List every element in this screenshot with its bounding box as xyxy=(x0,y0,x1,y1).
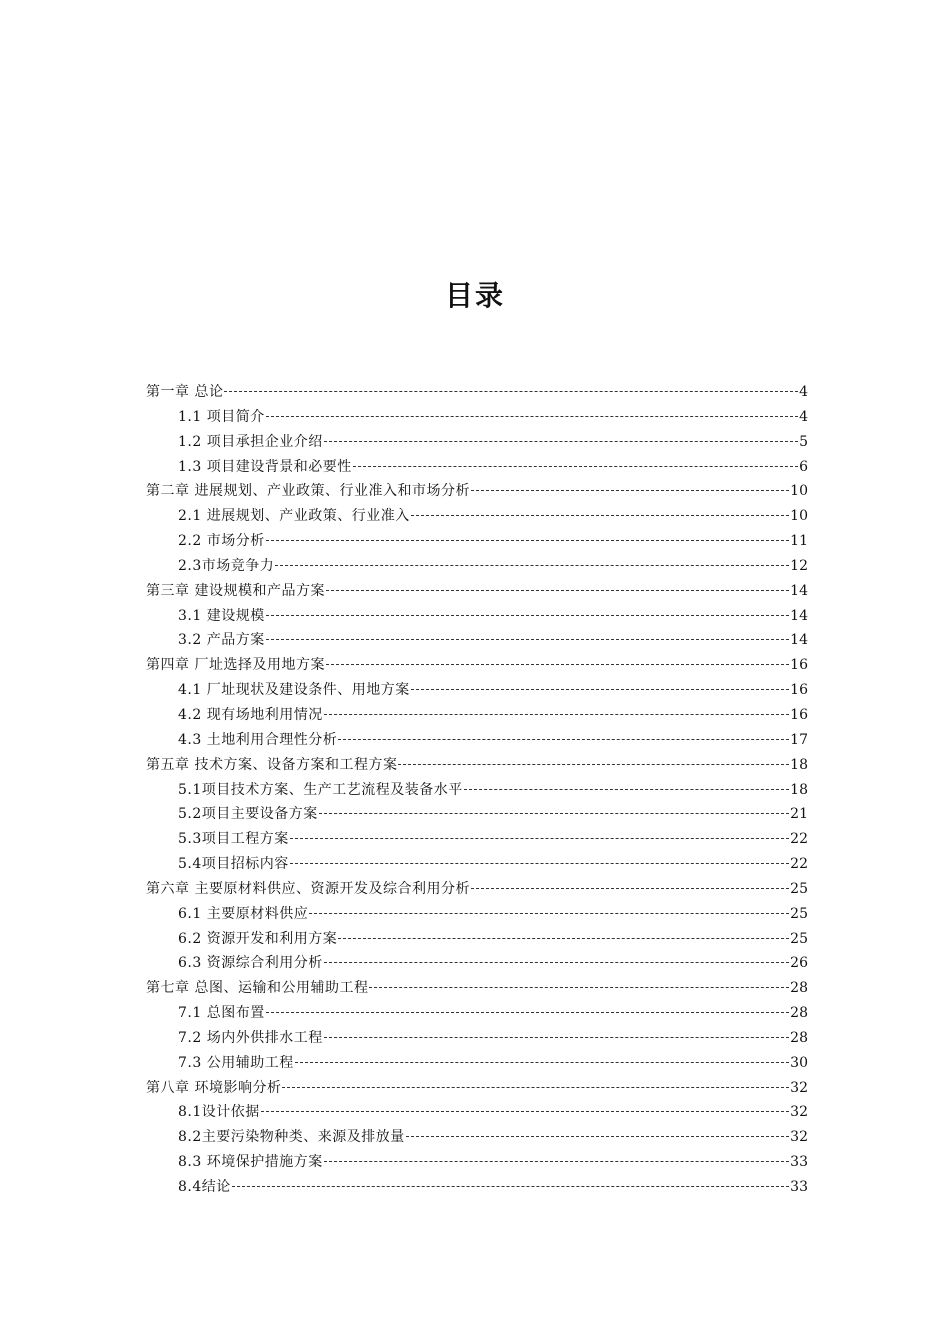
toc-page-number: 33 xyxy=(790,1154,808,1171)
toc-entry-label: 2.3市场竞争力 xyxy=(178,557,275,574)
toc-page-number: 14 xyxy=(790,607,808,624)
toc-page-number: 12 xyxy=(790,557,808,574)
toc-entry-label: 3.2 产品方案 xyxy=(178,632,265,649)
toc-dot-leader xyxy=(398,763,789,765)
toc-entry-label: 4.2 现有场地利用情况 xyxy=(178,706,323,723)
toc-entry-label: 1.2 项目承担企业介绍 xyxy=(178,433,323,450)
toc-dot-leader xyxy=(295,1061,789,1063)
toc-section-entry[interactable] xyxy=(146,405,808,430)
toc-section-entry[interactable] xyxy=(146,802,808,827)
toc-section-entry[interactable] xyxy=(146,678,808,703)
toc-section-entry[interactable] xyxy=(146,529,808,554)
toc-section-entry[interactable] xyxy=(146,430,808,455)
toc-chapter-entry[interactable] xyxy=(146,877,808,902)
toc-entry-label: 1.1 项目简介 xyxy=(178,408,265,425)
toc-dot-leader xyxy=(406,1135,789,1137)
toc-entry-label: 1.3 项目建设背景和必要性 xyxy=(178,458,352,475)
toc-dot-leader xyxy=(411,688,789,690)
toc-page-number: 28 xyxy=(790,1029,808,1046)
toc-page-number: 18 xyxy=(790,756,808,773)
toc-dot-leader xyxy=(369,986,789,988)
toc-dot-leader xyxy=(338,738,789,740)
toc-entry-label: 第三章 建设规模和产品方案 xyxy=(146,582,325,599)
toc-dot-leader xyxy=(261,1110,789,1112)
toc-section-entry[interactable] xyxy=(146,1150,808,1175)
toc-dot-leader xyxy=(326,589,789,591)
toc-dot-leader xyxy=(319,812,789,814)
toc-dot-leader xyxy=(338,937,789,939)
toc-section-entry[interactable] xyxy=(146,554,808,579)
toc-dot-leader xyxy=(290,837,789,839)
toc-entry-label: 6.3 资源综合利用分析 xyxy=(178,955,323,972)
toc-entry-label: 第八章 环境影响分析 xyxy=(146,1079,282,1096)
toc-dot-leader xyxy=(290,862,789,864)
toc-dot-leader xyxy=(266,415,798,417)
toc-section-entry[interactable] xyxy=(146,455,808,480)
toc-chapter-entry[interactable] xyxy=(146,976,808,1001)
toc-dot-leader xyxy=(232,1185,789,1187)
toc-entry-label: 6.1 主要原材料供应 xyxy=(178,905,309,922)
toc-entry-label: 7.3 公用辅助工程 xyxy=(178,1054,294,1071)
toc-entry-label: 3.1 建设规模 xyxy=(178,607,265,624)
toc-section-entry[interactable] xyxy=(146,902,808,927)
toc-section-entry[interactable] xyxy=(146,852,808,877)
toc-page-number: 14 xyxy=(790,582,808,599)
toc-dot-leader xyxy=(464,788,789,790)
toc-section-entry[interactable] xyxy=(146,504,808,529)
toc-section-entry[interactable] xyxy=(146,703,808,728)
toc-page-number: 30 xyxy=(790,1054,808,1071)
toc-entry-label: 8.2主要污染物种类、来源及排放量 xyxy=(178,1129,405,1146)
toc-entry-label: 6.2 资源开发和利用方案 xyxy=(178,930,338,947)
toc-entry-label: 2.2 市场分析 xyxy=(178,533,265,550)
toc-section-entry[interactable] xyxy=(146,778,808,803)
toc-page-number: 25 xyxy=(790,880,808,897)
toc-page-number: 25 xyxy=(790,930,808,947)
toc-entry-label: 4.3 土地利用合理性分析 xyxy=(178,731,338,748)
toc-page-number: 22 xyxy=(790,856,808,873)
toc-page-number: 10 xyxy=(790,508,808,525)
toc-chapter-entry[interactable] xyxy=(146,579,808,604)
toc-dot-leader xyxy=(471,887,789,889)
toc-page-number: 16 xyxy=(790,657,808,674)
toc-entry-label: 5.3项目工程方案 xyxy=(178,831,289,848)
toc-page-number: 26 xyxy=(790,955,808,972)
toc-section-entry[interactable] xyxy=(146,827,808,852)
toc-entry-label: 4.1 厂址现状及建设条件、用地方案 xyxy=(178,682,410,699)
toc-section-entry[interactable] xyxy=(146,628,808,653)
toc-dot-leader xyxy=(324,1036,789,1038)
toc-entry-label: 8.4结论 xyxy=(178,1179,231,1195)
toc-entry-label: 第七章 总图、运输和公用辅助工程 xyxy=(146,980,369,997)
toc-dot-leader xyxy=(471,489,789,491)
toc-chapter-entry[interactable] xyxy=(146,753,808,778)
toc-section-entry[interactable] xyxy=(146,1026,808,1051)
toc-dot-leader xyxy=(266,1011,789,1013)
toc-page-number: 21 xyxy=(790,806,808,823)
toc-section-entry[interactable] xyxy=(146,1125,808,1150)
toc-page-number: 16 xyxy=(790,706,808,723)
toc-dot-leader xyxy=(324,713,789,715)
toc-entry-label: 第五章 技术方案、设备方案和工程方案 xyxy=(146,756,398,773)
toc-page-number: 6 xyxy=(799,458,808,475)
toc-page-number: 28 xyxy=(790,1005,808,1022)
toc-section-entry[interactable] xyxy=(146,604,808,629)
toc-section-entry[interactable] xyxy=(146,1100,808,1125)
toc-page-number: 22 xyxy=(790,831,808,848)
toc-page-number: 32 xyxy=(790,1129,808,1146)
toc-dot-leader xyxy=(282,1086,789,1088)
toc-entry-label: 第六章 主要原材料供应、资源开发及综合利用分析 xyxy=(146,880,470,897)
toc-dot-leader xyxy=(324,961,789,963)
toc-entry-label: 8.1设计依据 xyxy=(178,1104,260,1121)
toc-entry-label: 5.2项目主要设备方案 xyxy=(178,806,318,823)
toc-dot-leader xyxy=(266,614,789,616)
toc-page-number: 16 xyxy=(790,682,808,699)
toc-entry-label: 8.3 环境保护措施方案 xyxy=(178,1154,323,1171)
toc-dot-leader xyxy=(275,564,789,566)
toc-entry-label: 7.2 场内外供排水工程 xyxy=(178,1029,323,1046)
toc-page-number: 4 xyxy=(799,384,808,400)
toc-entry-label: 第二章 进展规划、产业政策、行业准入和市场分析 xyxy=(146,483,470,500)
toc-entry-label: 第四章 厂址选择及用地方案 xyxy=(146,657,325,674)
toc-dot-leader xyxy=(411,514,789,516)
toc-section-entry[interactable] xyxy=(146,927,808,952)
toc-entry-label: 2.1 进展规划、产业政策、行业准入 xyxy=(178,508,410,525)
toc-page-number: 25 xyxy=(790,905,808,922)
toc-dot-leader xyxy=(309,912,789,914)
toc-page-number: 11 xyxy=(790,533,808,550)
toc-dot-leader xyxy=(324,440,798,442)
toc-dot-leader xyxy=(266,638,789,640)
toc-dot-leader xyxy=(224,390,798,392)
toc-dot-leader xyxy=(266,539,789,541)
toc-chapter-entry[interactable] xyxy=(146,380,808,405)
toc-page-number: 14 xyxy=(790,632,808,649)
toc-chapter-entry[interactable] xyxy=(146,653,808,678)
toc-page-number: 5 xyxy=(799,433,808,450)
toc-section-entry[interactable] xyxy=(146,1001,808,1026)
toc-chapter-entry[interactable] xyxy=(146,479,808,504)
toc-page-number: 4 xyxy=(799,408,808,425)
toc-page-number: 32 xyxy=(790,1079,808,1096)
toc-entry-label: 7.1 总图布置 xyxy=(178,1005,265,1022)
toc-page-number: 33 xyxy=(790,1179,808,1195)
toc-page-number: 18 xyxy=(790,781,808,798)
toc-page-number: 28 xyxy=(790,980,808,997)
toc-page-number: 17 xyxy=(790,731,808,748)
toc-dot-leader xyxy=(326,663,789,665)
page-title: 目录 xyxy=(444,278,505,312)
toc-section-entry[interactable] xyxy=(146,728,808,753)
toc-chapter-entry[interactable] xyxy=(146,1076,808,1101)
toc-section-entry[interactable] xyxy=(146,1175,808,1200)
toc-entry-label: 第一章 总论 xyxy=(146,384,224,400)
table-of-contents xyxy=(146,380,808,1200)
toc-entry-label: 5.4项目招标内容 xyxy=(178,856,289,873)
toc-dot-leader xyxy=(353,465,798,467)
toc-section-entry[interactable] xyxy=(146,1051,808,1076)
toc-page-number: 32 xyxy=(790,1104,808,1121)
toc-page-number: 10 xyxy=(790,483,808,500)
toc-dot-leader xyxy=(324,1160,789,1162)
toc-entry-label: 5.1项目技术方案、生产工艺流程及装备水平 xyxy=(178,781,463,798)
toc-section-entry[interactable] xyxy=(146,951,808,976)
